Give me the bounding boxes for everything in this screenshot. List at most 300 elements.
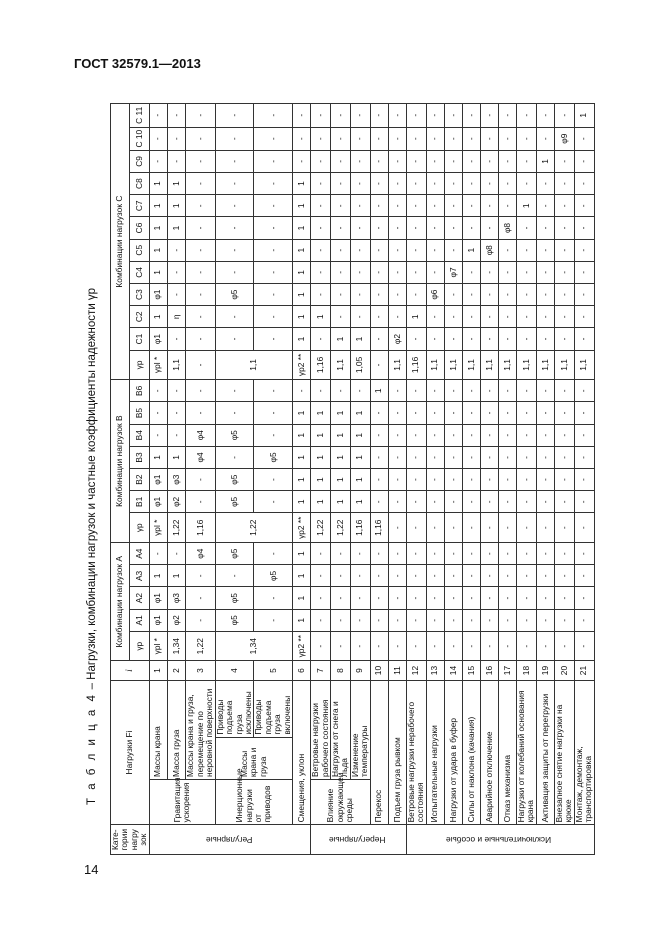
cell-b5: -	[388, 402, 406, 424]
table-row	[498, 104, 516, 855]
load-label: Масса груза	[167, 680, 185, 779]
cell-c10: -	[574, 127, 594, 150]
cell-b6: -	[185, 380, 215, 402]
cell-c9: 1	[536, 150, 554, 172]
cell-b6: -	[149, 380, 167, 402]
cell-c9: -	[498, 150, 516, 172]
cell-c11: -	[498, 104, 516, 128]
cell-c9: -	[480, 150, 498, 172]
cell-a4: φ5	[215, 543, 254, 565]
cell-a4: -	[444, 543, 462, 565]
cell-b2: 1	[293, 469, 311, 491]
cell-c5: 1	[293, 239, 311, 261]
col-c2: C2	[130, 306, 149, 328]
cell-c3: -	[498, 284, 516, 306]
cell-c6: 1	[293, 217, 311, 239]
cell-c11: -	[536, 104, 554, 128]
col-c9: C9	[130, 150, 149, 172]
cell-c8: -	[350, 172, 370, 194]
cell-b3: -	[536, 446, 554, 468]
cell-c10: -	[215, 127, 254, 150]
cell-a1: -	[426, 609, 444, 631]
cell-c1: -	[536, 328, 554, 350]
cell-a1: -	[350, 609, 370, 631]
cell-b2: φ1	[149, 469, 167, 491]
cell-a2: -	[517, 587, 537, 609]
cell-c8: 1	[149, 172, 167, 194]
cell-c6: -	[554, 217, 574, 239]
gamma-c-cell: 1,16	[406, 350, 426, 380]
cell-a4: -	[536, 543, 554, 565]
gamma-b-cell: -	[426, 513, 444, 543]
cell-a4: -	[517, 543, 537, 565]
cell-b4: -	[388, 424, 406, 446]
table-row	[517, 104, 537, 855]
row-index: 11	[388, 661, 406, 680]
cell-a1: -	[480, 609, 498, 631]
load-label: Монтаж, демонтаж, транспортировка	[574, 680, 594, 825]
cell-c5: 1	[462, 239, 480, 261]
cell-b4: -	[574, 424, 594, 446]
cell-b3: 1	[293, 446, 311, 468]
cell-b5: -	[185, 402, 215, 424]
col-b1: B1	[130, 491, 149, 513]
table-row	[311, 104, 331, 855]
gamma-c-cell: 1,1	[536, 350, 554, 380]
col-c11: C 11	[130, 104, 149, 128]
table-row	[388, 104, 406, 855]
cell-c7: -	[536, 195, 554, 217]
gamma-a-cell: -	[498, 631, 516, 661]
cell-c3: -	[406, 284, 426, 306]
gamma-c-cell: 1,1	[554, 350, 574, 380]
cell-c4: -	[254, 261, 293, 283]
gamma-b-header: γp	[130, 513, 149, 543]
cell-a3: -	[215, 565, 254, 587]
cell-a1: -	[406, 609, 426, 631]
cell-c2: -	[388, 306, 406, 328]
cell-c1: 1	[330, 328, 350, 350]
cell-c2: η	[167, 306, 185, 328]
cell-a2: φ1	[149, 587, 167, 609]
cell-c7: 1	[149, 195, 167, 217]
cell-a3: -	[311, 565, 331, 587]
cell-b2: -	[254, 469, 293, 491]
cell-c1: -	[185, 328, 215, 350]
cell-b2: -	[426, 469, 444, 491]
cell-c7: -	[554, 195, 574, 217]
cell-c9: -	[388, 150, 406, 172]
cell-c4: -	[406, 261, 426, 283]
cell-c8: -	[370, 172, 388, 194]
col-a1: A1	[130, 609, 149, 631]
cell-b6: -	[215, 380, 254, 402]
cell-c7: -	[480, 195, 498, 217]
load-label: Приводы подъема груза исключены	[215, 680, 254, 737]
cell-c11: -	[426, 104, 444, 128]
gamma-c-cell: 1,1	[444, 350, 462, 380]
row-index: 2	[167, 661, 185, 680]
cell-b3: -	[388, 446, 406, 468]
cell-a3: -	[536, 565, 554, 587]
cell-c11: -	[215, 104, 254, 128]
cell-b4: -	[254, 424, 293, 446]
cell-c7: 1	[293, 195, 311, 217]
cell-b3: -	[498, 446, 516, 468]
cell-c1: 1	[293, 328, 311, 350]
cell-c10: -	[149, 127, 167, 150]
cell-a3: -	[444, 565, 462, 587]
cell-c8: -	[480, 172, 498, 194]
gamma-b-cell: 1,16	[185, 513, 215, 543]
category-header: Кате-гории нагру зок	[111, 825, 150, 855]
gamma-c-cell: 1,1	[426, 350, 444, 380]
gamma-c-header: γp	[130, 350, 149, 380]
cell-b2: -	[554, 469, 574, 491]
cell-c3: -	[370, 284, 388, 306]
cell-c5: -	[498, 239, 516, 261]
cell-c7: 1	[167, 195, 185, 217]
cell-c11: 1	[574, 104, 594, 128]
gamma-c-cell: 1,05	[350, 350, 370, 380]
row-index: 7	[311, 661, 331, 680]
cell-c7: -	[462, 195, 480, 217]
cell-c4: -	[215, 261, 254, 283]
row-index: 10	[370, 661, 388, 680]
cell-c10: -	[444, 127, 462, 150]
cell-a2: -	[480, 587, 498, 609]
col-b5: B5	[130, 402, 149, 424]
cell-a1: φ1	[149, 609, 167, 631]
load-label: Испытательные нагрузки	[426, 680, 444, 825]
cell-c5: -	[536, 239, 554, 261]
cell-c4: -	[370, 261, 388, 283]
cell-b1: 1	[311, 491, 331, 513]
cell-b2: -	[370, 469, 388, 491]
cell-c4: -	[498, 261, 516, 283]
cell-c7: -	[574, 195, 594, 217]
cell-a4: -	[350, 543, 370, 565]
col-c3: C3	[130, 284, 149, 306]
cell-c5: -	[554, 239, 574, 261]
cell-c10: -	[167, 127, 185, 150]
cell-c8: -	[462, 172, 480, 194]
loads-header: Нагрузки Fi	[111, 680, 150, 825]
cell-a4: -	[406, 543, 426, 565]
group-gravitation: Гравитация ускорения	[149, 779, 215, 824]
cell-b5: -	[444, 402, 462, 424]
cell-a3: -	[574, 565, 594, 587]
load-label: Массы крана и груза, перемещение по неровной поверхности	[185, 680, 215, 779]
cell-c9: -	[406, 150, 426, 172]
cell-c9: -	[426, 150, 444, 172]
gamma-a-cell: -	[388, 631, 406, 661]
cell-b4: -	[370, 424, 388, 446]
table-row	[167, 104, 185, 855]
cell-b6: -	[350, 380, 370, 402]
cell-b4: -	[426, 424, 444, 446]
cell-b6: -	[480, 380, 498, 402]
cell-b4: 1	[350, 424, 370, 446]
table-row	[554, 104, 574, 855]
category-exceptional	[406, 825, 594, 855]
cell-c8: -	[311, 172, 331, 194]
category-regular	[149, 825, 311, 855]
gamma-b-cell: -	[498, 513, 516, 543]
cell-c5: -	[350, 239, 370, 261]
cell-b5: -	[536, 402, 554, 424]
cell-b5: -	[498, 402, 516, 424]
cell-c4: 1	[293, 261, 311, 283]
cell-c11: -	[444, 104, 462, 128]
cell-b6: -	[554, 380, 574, 402]
cell-c3: -	[480, 284, 498, 306]
cell-c11: -	[330, 104, 350, 128]
cell-a1: 1	[293, 609, 311, 631]
cell-b4: -	[167, 424, 185, 446]
cell-a2: -	[406, 587, 426, 609]
rotated-table	[110, 103, 594, 855]
cell-c1: -	[406, 328, 426, 350]
gamma-a-cell: -	[311, 631, 331, 661]
cell-a1: -	[462, 609, 480, 631]
cell-a1: -	[554, 609, 574, 631]
cell-c10: -	[330, 127, 350, 150]
cell-c3: -	[311, 284, 331, 306]
cell-c5: -	[388, 239, 406, 261]
cell-b3: 1	[311, 446, 331, 468]
cell-c10: φ9	[554, 127, 574, 150]
cell-a4: -	[426, 543, 444, 565]
col-a4: A4	[130, 543, 149, 565]
cell-c11: -	[554, 104, 574, 128]
cell-a4: -	[370, 543, 388, 565]
cell-a1: -	[517, 609, 537, 631]
gamma-c-cell: 1,1	[498, 350, 516, 380]
cell-c3: φ6	[426, 284, 444, 306]
cell-c5: -	[370, 239, 388, 261]
cell-c11: -	[406, 104, 426, 128]
cell-b1: -	[462, 491, 480, 513]
cell-c9: -	[517, 150, 537, 172]
cell-a4: -	[574, 543, 594, 565]
cell-b6: -	[517, 380, 537, 402]
gamma-b-cell: 1,22	[215, 513, 292, 543]
cell-b5: -	[517, 402, 537, 424]
row-index: 4	[215, 661, 254, 680]
cell-b2: -	[388, 469, 406, 491]
cell-c8: -	[185, 172, 215, 194]
cell-c5: -	[444, 239, 462, 261]
cell-a1: -	[370, 609, 388, 631]
cell-b6: 1	[370, 380, 388, 402]
col-a2: A2	[130, 587, 149, 609]
row-index: 12	[406, 661, 426, 680]
table-row	[480, 104, 498, 855]
cell-c7: -	[426, 195, 444, 217]
cell-c9: -	[462, 150, 480, 172]
cell-a2: 1	[293, 587, 311, 609]
cell-c7: -	[311, 195, 331, 217]
cell-b4: -	[536, 424, 554, 446]
cell-b1: φ1	[149, 491, 167, 513]
cell-c6: -	[350, 217, 370, 239]
cell-c5: -	[574, 239, 594, 261]
cell-b6: -	[167, 380, 185, 402]
cell-b4: -	[149, 424, 167, 446]
gamma-a-cell: -	[330, 631, 350, 661]
cell-b4: -	[480, 424, 498, 446]
cell-c2: -	[185, 306, 215, 328]
cell-a2: -	[388, 587, 406, 609]
cell-c11: -	[167, 104, 185, 128]
cell-c9: -	[554, 150, 574, 172]
cell-a3: -	[480, 565, 498, 587]
cell-c6: -	[426, 217, 444, 239]
cell-b1: -	[388, 491, 406, 513]
table-row	[185, 104, 215, 855]
cell-a3: φ5	[254, 565, 293, 587]
cell-c6: 1	[167, 217, 185, 239]
cell-c1: -	[574, 328, 594, 350]
cell-c3: -	[517, 284, 537, 306]
cell-a2: -	[462, 587, 480, 609]
gamma-a-cell: -	[370, 631, 388, 661]
cell-c1: -	[426, 328, 444, 350]
cell-b5: -	[167, 402, 185, 424]
cell-c2: 1	[149, 306, 167, 328]
cell-b5: -	[574, 402, 594, 424]
cell-c7: -	[330, 195, 350, 217]
cell-c7: -	[350, 195, 370, 217]
cell-b1: -	[185, 491, 215, 513]
table-row	[293, 104, 311, 855]
cell-c8: -	[330, 172, 350, 194]
cell-c9: -	[149, 150, 167, 172]
cell-c5: -	[311, 239, 331, 261]
cell-c6: -	[462, 217, 480, 239]
cell-c2: -	[498, 306, 516, 328]
cell-c9: -	[254, 150, 293, 172]
cell-c10: -	[350, 127, 370, 150]
cell-b5: -	[254, 402, 293, 424]
cell-c6: -	[185, 217, 215, 239]
col-b3: B3	[130, 446, 149, 468]
cell-a3: -	[406, 565, 426, 587]
gamma-a-cell: -	[462, 631, 480, 661]
cell-c3: -	[536, 284, 554, 306]
category-label: Исключительные и особые	[446, 834, 552, 845]
cell-c4: -	[517, 261, 537, 283]
cell-c6: -	[406, 217, 426, 239]
cell-c11: -	[370, 104, 388, 128]
gamma-a-cell: -	[480, 631, 498, 661]
cell-a1: -	[185, 609, 215, 631]
load-label: Подъем груза рывком	[388, 680, 406, 825]
cell-b2: 1	[330, 469, 350, 491]
col-c5: C5	[130, 239, 149, 261]
cell-c7: -	[444, 195, 462, 217]
category-label: Нерегулярные	[329, 834, 386, 845]
cell-c11: -	[293, 104, 311, 128]
load-label: Приводы подъема груза включены	[254, 680, 293, 737]
cell-b6: -	[462, 380, 480, 402]
cell-c8: -	[536, 172, 554, 194]
cell-c4: -	[426, 261, 444, 283]
cell-c7: -	[215, 195, 254, 217]
row-index: 6	[293, 661, 311, 680]
cell-c1: -	[370, 328, 388, 350]
gamma-c-cell: 1,1	[167, 350, 185, 380]
cell-b6: -	[426, 380, 444, 402]
cell-a4: 1	[293, 543, 311, 565]
col-a3: A3	[130, 565, 149, 587]
gamma-a-header: γp	[130, 631, 149, 661]
gamma-b-cell: γpl *	[149, 513, 167, 543]
gamma-b-cell: -	[574, 513, 594, 543]
gamma-c-cell: 1,1	[388, 350, 406, 380]
cell-a4: -	[388, 543, 406, 565]
cell-b5: -	[480, 402, 498, 424]
cell-b4: -	[554, 424, 574, 446]
cell-b6: -	[311, 380, 331, 402]
cell-c2: -	[574, 306, 594, 328]
cell-a4: -	[167, 543, 185, 565]
cell-c4: -	[480, 261, 498, 283]
cell-c8: -	[517, 172, 537, 194]
table-frame	[110, 103, 594, 855]
gamma-b-cell: 1,16	[370, 513, 388, 543]
cell-a4: φ4	[185, 543, 215, 565]
cell-c11: -	[388, 104, 406, 128]
cell-a4: -	[149, 543, 167, 565]
gamma-c-cell: γpl *	[149, 350, 167, 380]
cell-c8: -	[444, 172, 462, 194]
cell-c6: -	[536, 217, 554, 239]
loads-table	[110, 103, 595, 855]
row-index: 21	[574, 661, 594, 680]
cell-c4: -	[330, 261, 350, 283]
row-index: 13	[426, 661, 444, 680]
cell-b3: -	[215, 446, 254, 468]
cell-b6: -	[536, 380, 554, 402]
cell-c6: -	[517, 217, 537, 239]
cell-b4: 1	[293, 424, 311, 446]
cell-b4: -	[462, 424, 480, 446]
cell-a1: -	[498, 609, 516, 631]
cell-c6: -	[480, 217, 498, 239]
col-c6: C6	[130, 217, 149, 239]
cell-b2: -	[498, 469, 516, 491]
cell-b3: -	[517, 446, 537, 468]
cell-c11: -	[462, 104, 480, 128]
gamma-b-cell: -	[517, 513, 537, 543]
cell-c1: -	[554, 328, 574, 350]
load-label: Нагрузки от колебаний основания крана	[517, 680, 537, 825]
cell-a2: -	[370, 587, 388, 609]
row-index: 1	[149, 661, 167, 680]
cell-c1: 1	[350, 328, 370, 350]
cell-b4: -	[406, 424, 426, 446]
cell-c11: -	[185, 104, 215, 128]
gamma-a-cell: 1,34	[167, 631, 185, 661]
cell-c11: -	[350, 104, 370, 128]
cell-c2: -	[330, 306, 350, 328]
cell-a4: -	[330, 543, 350, 565]
cell-b1: -	[498, 491, 516, 513]
cell-b3: φ4	[185, 446, 215, 468]
cell-b2: -	[517, 469, 537, 491]
